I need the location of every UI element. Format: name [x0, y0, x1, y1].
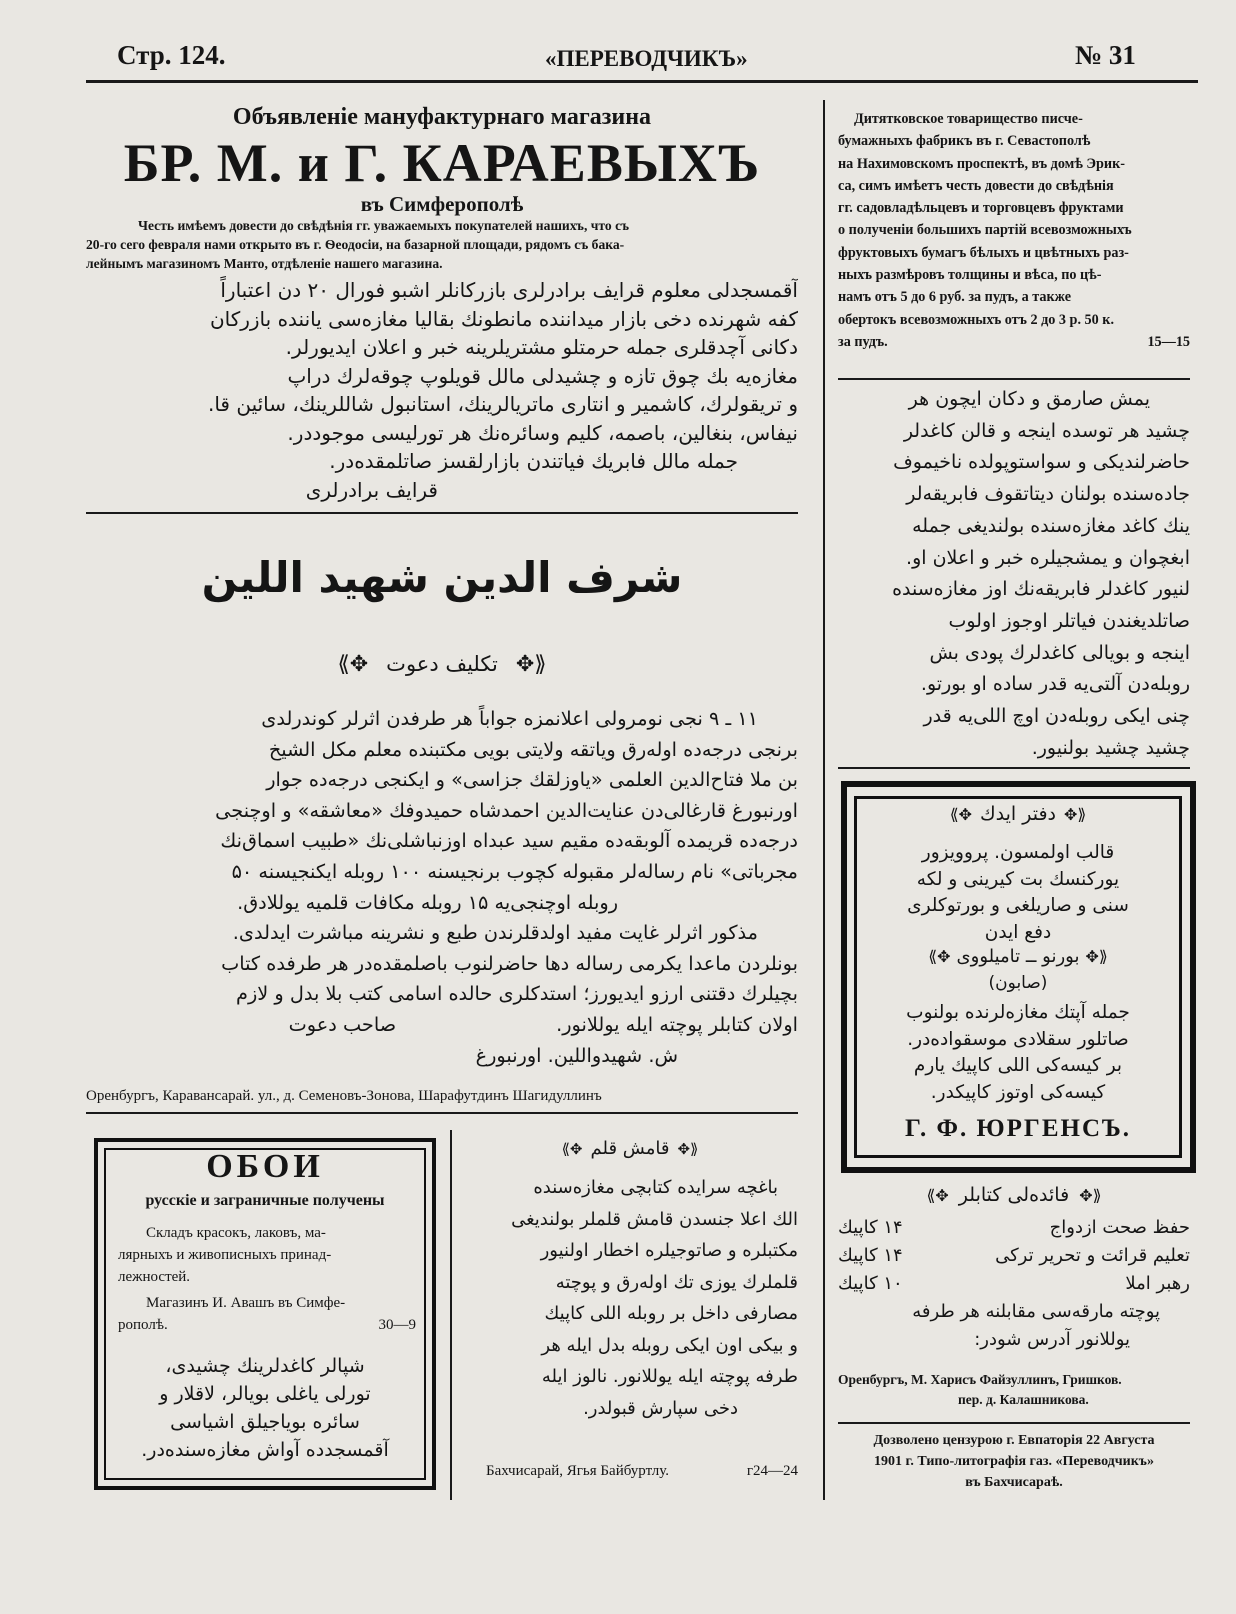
yurgens-heading-row [862, 803, 1174, 825]
oboi-russian-text [118, 1222, 416, 1336]
text-line: Дитятковское товарищество писче- [854, 111, 1083, 127]
text-line: بن ملا فتاح‌الدین العلمی «یاوزلقك جزاسی» و ایکنجی درجه‌ده جوار [266, 768, 798, 792]
qamish-code: г24—24 [746, 1463, 798, 1479]
text-line: ینك کاغد مغازه‌سنده بولندیغی جمله [912, 514, 1190, 537]
ornament-right-icon: ✥⟫ [1064, 805, 1087, 824]
karaev-signature: قرایف برادرلری [305, 477, 438, 502]
text-line: ныхъ размѣровъ толщины и вѣса, по цѣ- [838, 267, 1102, 284]
yurgens-heading: دفتر ایدك [980, 803, 1056, 825]
text-line: مغازه‌یه بك چوق تازه و چشیدلی مالل قویلوپ چوقه‌لرك دراپ [287, 363, 798, 388]
book-title: حفظ صحت ازدواج [1049, 1217, 1190, 1238]
karaev-city: въ Симферополѣ [360, 192, 524, 216]
useful-books-address [838, 1370, 1190, 1410]
text-line: ۱۱ ـ ۹ نجی نومرولی اعلانمزه جواباً هر طرفدن اثرلر کوندرلدی [261, 707, 758, 730]
right-rule-3 [838, 1422, 1190, 1424]
yurgens-text-1 [862, 840, 1174, 946]
header-rule [86, 80, 1198, 83]
ornament-right-icon: ✥⟫ [677, 1140, 699, 1158]
text-line: یوللانور آدرس شودر: [974, 1329, 1130, 1350]
text-line [86, 1010, 798, 1041]
book-price: ۱۴ کاپیك [838, 1217, 903, 1238]
text-line: обертокъ всевозможныхъ отъ 2 до 3 р. 50 к. [838, 311, 1114, 328]
text-line: شپالر کاغدلرینك چشیدی، [165, 1355, 365, 1377]
oboi-code: 30—9 [378, 1317, 416, 1333]
ornament-right-icon: ✥⟫ [515, 652, 547, 677]
qamish-text [462, 1172, 798, 1424]
yurgens-name: Г. Ф. ЮРГЕНСЪ. [904, 1115, 1132, 1142]
text-line: یورکنسك بت کیرینی و لکه [916, 868, 1120, 890]
book-price: ۱۰ کاپیك [838, 1273, 903, 1294]
text-line: طرفه پوچته ایله یوللانور. نالوز ایله [541, 1366, 798, 1387]
text-line: تورلی یاغلی بویالر، لاقلار و [159, 1383, 371, 1405]
text-line: въ Бахчисараѣ. [965, 1475, 1063, 1490]
oboi-arabic-text [112, 1352, 418, 1464]
shahidullin-subtitle-row [86, 652, 798, 677]
list-item [838, 1214, 1190, 1242]
text-line: Дозволено цензурою г. Евпаторія 22 Августа [873, 1433, 1155, 1448]
text-line: Честь имѣемъ довести до свѣдѣнія гг. уважаемыхъ покупателей нашихъ, что съ [138, 218, 630, 233]
text-line: درجه‌ده قریمده آلوبقه‌ده مقیم سید عبداه اوزنباشلی‌نك «طبیب اسماق‌نك [220, 829, 798, 853]
text-line: و تریقولرك، کاشمیر و انتاری ماتریالرینك، استانبول شاللرینك، سائین قا. [207, 392, 798, 416]
text-line: намъ отъ 5 до 6 руб. за пудъ, а также [838, 289, 1072, 306]
text-line: بر کیسه‌کی اللی کاپیك یارم [913, 1055, 1123, 1076]
yurgens-sub2: (صابون) [988, 973, 1048, 993]
text-line: Оренбургъ, М. Харисъ Файзуллинъ, Гришков. [838, 1372, 1122, 1387]
qamish-heading: قامش قلم [590, 1138, 670, 1159]
list-item [838, 1270, 1190, 1298]
qamish-footer [486, 1463, 798, 1480]
text-line: مذکور اثرلر غایت مفید اولدقلرندن طبع و نشرینه مباشرت ایدلدی. [232, 921, 758, 945]
text-line: фруктовыхъ бумагъ бѣлыхъ и цвѣтныхъ раз- [838, 244, 1129, 261]
text-line: пер. д. Калашникова. [958, 1392, 1089, 1407]
text-line: Складъ красокъ, лаковъ, ма- [146, 1225, 326, 1241]
karaev-title: Объявленіе мануфактурнаго магазина [232, 104, 652, 130]
ornament-left-icon: ⟪✥ [926, 1186, 949, 1205]
ornament-right-icon: ✥⟫ [1079, 1186, 1102, 1205]
oboi-subtitle: русскіе и заграничные получены [145, 1192, 385, 1209]
shahidullin-body [86, 704, 798, 1071]
text-line-part: рополѣ. [118, 1317, 168, 1333]
text-line: باغچه سرایده کتابچی مغازه‌سنده [533, 1177, 778, 1198]
text-line [118, 1314, 416, 1336]
section-rule-1 [86, 512, 798, 514]
text-line: پوچته مارقه‌سی مقابلنه هر طرفه [912, 1301, 1160, 1322]
text-line: بونلردن ماعدا یکرمی رساله دها حاضرلنوب باصلمقده‌در هر طرفده کتاب [221, 951, 798, 975]
text-line: лежностей. [118, 1269, 191, 1285]
text-line: صاتلدیغندن فیاتلر اوجوز اولوب [948, 609, 1190, 632]
text-line: سنی و صاریلغی و بورتوکلری [907, 895, 1129, 916]
text-line: چشید هر توسده اینجه و قالن کاغدلر [903, 419, 1190, 442]
text-line: دفع ایدن [984, 921, 1052, 943]
text-line: مجرباتی» نام رساله‌لر مقبوله کچوب برنجیسنه ۱۰۰ روبله ایکنجیسنه ۵۰ [231, 859, 798, 883]
text-line: 1901 г. Типо-литографія газ. «Переводчикъ» [874, 1454, 1154, 1469]
text-line: гг. садовладѣльцевъ и торговцевъ фруктами [838, 200, 1124, 217]
text-line [838, 331, 1190, 353]
text-line: سائره بویاجیلق اشیاسی [170, 1411, 360, 1433]
text-line: دخی سپارش قبولدر. [583, 1397, 738, 1419]
text-line: 20-го сего февраля нами открыто въ г. Ѳеодосіи, на базарной площади, рядомъ съ бака- [86, 237, 625, 252]
qamish-address: Бахчисарай, Ягья Байбуртлу. [486, 1463, 670, 1479]
ditiatkovo-arabic-text [838, 384, 1190, 764]
text-line: چشید چشید بولنیور. [1031, 736, 1190, 759]
yurgens-text-2 [862, 1000, 1174, 1106]
text-line: Магазинъ И. Авашъ въ Симфе- [146, 1295, 346, 1311]
page-number-label: Стр. 124. [117, 40, 226, 70]
text-line: قلملرك یوزی تك اوله‌رق و پوچته [555, 1271, 798, 1293]
useful-books-list [838, 1214, 1190, 1354]
right-rule-2 [838, 767, 1190, 769]
text-line: دکانی آچدقلری جمله حرمتلو مشتریلرینه خبر و اعلان ایدیورلر. [285, 335, 798, 359]
ornament-left-icon: ⟪✥ [561, 1140, 583, 1158]
text-line: حاضرلندیکی و سواستوپولده ناخیموف [893, 451, 1190, 474]
text-line-part: اولان کتابلر پوچته ایله یوللانور. [556, 1012, 798, 1036]
censor-note [838, 1430, 1190, 1493]
bottom-column-divider [450, 1130, 452, 1500]
text-line: چنی ایکی روبله‌دن اوچ اللی‌یه قدر [923, 705, 1190, 728]
list-item [838, 1242, 1190, 1270]
ditiatkovo-code: 15—15 [1147, 333, 1190, 350]
text-line: و بیکی اون ایکی روبله بدل ایله هر [541, 1334, 798, 1356]
column-divider [823, 100, 825, 1500]
text-line: کفه شهرنده دخی بازار میداننده مانطونك بقالیا مغازه‌سی یاننده بازرکان [209, 306, 798, 331]
text-line: برنجی درجه‌ده اوله‌رق ویاتقه ولایتی بویی مکتبنده معلم مکل الشیخ [268, 737, 798, 761]
text-line: جاده‌سنده بولنان دیتاتقوف فابریقه‌لر [906, 483, 1190, 506]
newspaper-title: «ПЕРЕВОДЧИКЪ» [545, 46, 748, 71]
right-rule-1 [838, 378, 1190, 380]
text-line: са, симъ имѣетъ честь довести до свѣдѣнія [838, 177, 1114, 194]
book-price: ۱۴ کاپیك [838, 1245, 903, 1266]
text-line: یمش صارمق و دکان ایچون هر [908, 388, 1150, 410]
oboi-title: ОБОИ [206, 1148, 324, 1185]
text-line: کیسه‌کی اوتوز کاپیکدر. [930, 1081, 1106, 1103]
text-line: бумажныхъ фабрикъ въ г. Севастополѣ [838, 133, 1091, 150]
text-line: الك اعلا جنسدن قامش قلملر بولندیغی [511, 1208, 798, 1230]
ditiatkovo-russian-text [838, 108, 1190, 353]
shahidullin-signature: ش. شهیدواللین. اورنبورغ [475, 1043, 678, 1067]
shahidullin-calligraphy: شرف الدين شهيد اللين [201, 553, 683, 602]
text-line: بچیلرك دقتنی ارزو ایدیورز؛ استدکلری حالده اسامی کتب بلا بدل و لازم [236, 982, 798, 1006]
text-line: روبله اوچنجی‌یه ۱۵ روبله مکافات قلمیه یوللادق. [237, 890, 618, 914]
text-line: جمله مالل فابریك فیاتندن بازارلقسز صاتلمقده‌در. [329, 449, 738, 473]
text-line: مکتبلره و صاتوجیلره اخطار اولنیور [540, 1240, 798, 1261]
text-line: лейнымъ магазиномъ Манто, отдѣленіе нашего магазина. [86, 256, 443, 271]
shahidullin-subtitle: تکلیف دعوت [386, 652, 498, 676]
text-line: آقمسجدلی معلوم قرایف برادرلری بازرکانلر اشبو فورال ۲۰ دن اعتباراً [220, 278, 798, 302]
karaev-russian-text [86, 216, 798, 273]
shahidullin-address: Оренбургъ, Каравансарай. ул., д. Семеновъ-Зонова, Шарафутдинъ Шагидуллинъ [86, 1088, 602, 1104]
text-line: اورنبورغ قارغالی‌دن عنایت‌الدین احمدشاه حمیدوفك «معاشقه» و اوچنجی [215, 798, 798, 822]
ornament-left-icon: ⟪✥ [928, 947, 951, 966]
text-line: о полученіи большихъ партій всевозможныхъ [838, 222, 1132, 239]
section-rule-2 [86, 1112, 798, 1114]
text-line: روبله‌دن آلتی‌یه قدر ساده او بورتو. [920, 673, 1190, 696]
shahidullin-signature-title: صاحب دعوت [288, 1012, 397, 1036]
text-line: на Нахимовскомъ проспектѣ, въ домѣ Эрик- [838, 155, 1125, 172]
text-line: ابغچوان و یمشجیلره خبر و اعلان او. [906, 546, 1190, 569]
text-line: مصارفی داخل بر روبله اللی کاپیك [544, 1303, 798, 1324]
ditiatkovo-last-line: за пудъ. [838, 333, 888, 350]
text-line: اینجه و بویالی کاغدلرك پودی بش [929, 641, 1190, 664]
book-title: تعلیم قرائت و تحریر ترکی [995, 1245, 1190, 1266]
karaev-brand: БР. М. и Г. КАРАЕВЫХЪ [123, 133, 761, 193]
yurgens-sub: بورنو ــ تامیلووی [956, 946, 1080, 967]
ornament-left-icon: ⟪✥ [949, 805, 972, 824]
text-line: جمله آپتك مغازه‌لرنده بولنوب [906, 1002, 1130, 1023]
text-line: лярныхъ и живописныхъ принад- [118, 1247, 332, 1263]
text-line: صاتلور سقلادی موسقواده‌در. [907, 1028, 1129, 1050]
book-title: رهبر املا [1125, 1273, 1190, 1294]
text-line: لنیور کاغدلر فابریقه‌نك اوز مغازه‌سنده [892, 578, 1190, 601]
useful-books-heading-row [838, 1184, 1190, 1206]
yurgens-sub-row [862, 946, 1174, 967]
karaev-arabic-text [86, 276, 798, 504]
text-line: قالب اولمسون. پروویزور [921, 842, 1115, 863]
text-line: نیفاس، بنغالین، باصمه، کلیم وسائره‌نك هر تورلیسی موجوددر. [287, 420, 798, 445]
useful-books-heading: فائده‌لی کتابلر [958, 1184, 1070, 1206]
qamish-heading-row [462, 1138, 798, 1159]
issue-number: № 31 [1075, 40, 1136, 70]
text-line: آقمسجدده آواش مغازه‌سنده‌در. [141, 1439, 389, 1461]
ornament-right-icon: ✥⟫ [1085, 947, 1108, 966]
ornament-left-icon: ⟪✥ [337, 652, 369, 677]
